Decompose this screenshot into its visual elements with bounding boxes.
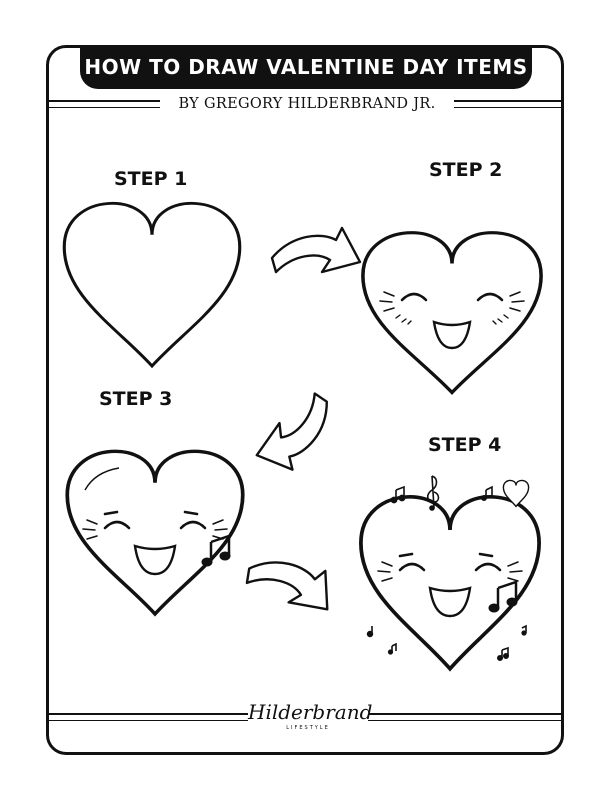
step-2-heart [363,233,541,393]
signature-tagline: LIFESTYLE [286,725,330,731]
page-title: HOW TO DRAW VALENTINE DAY ITEMS [84,55,528,79]
step-4-heart [361,497,539,669]
step-4-label: STEP 4 [428,434,502,456]
signature-logo: Hilderbrand [248,700,373,724]
step-3-heart [67,451,243,614]
step-3-label: STEP 3 [99,388,173,410]
arrow-1-icon [272,228,360,272]
arrow-3-icon [243,541,341,618]
step-2-label: STEP 2 [429,159,503,181]
step-1-heart [64,203,240,366]
music-note-icon [522,626,526,635]
music-note-icon [389,644,396,654]
arrow-2-icon [250,391,346,481]
byline: BY GREGORY HILDERBRAND JR. [160,96,454,112]
step-1-label: STEP 1 [114,168,188,190]
music-note-icon [498,648,508,660]
music-note-icon [368,626,373,636]
